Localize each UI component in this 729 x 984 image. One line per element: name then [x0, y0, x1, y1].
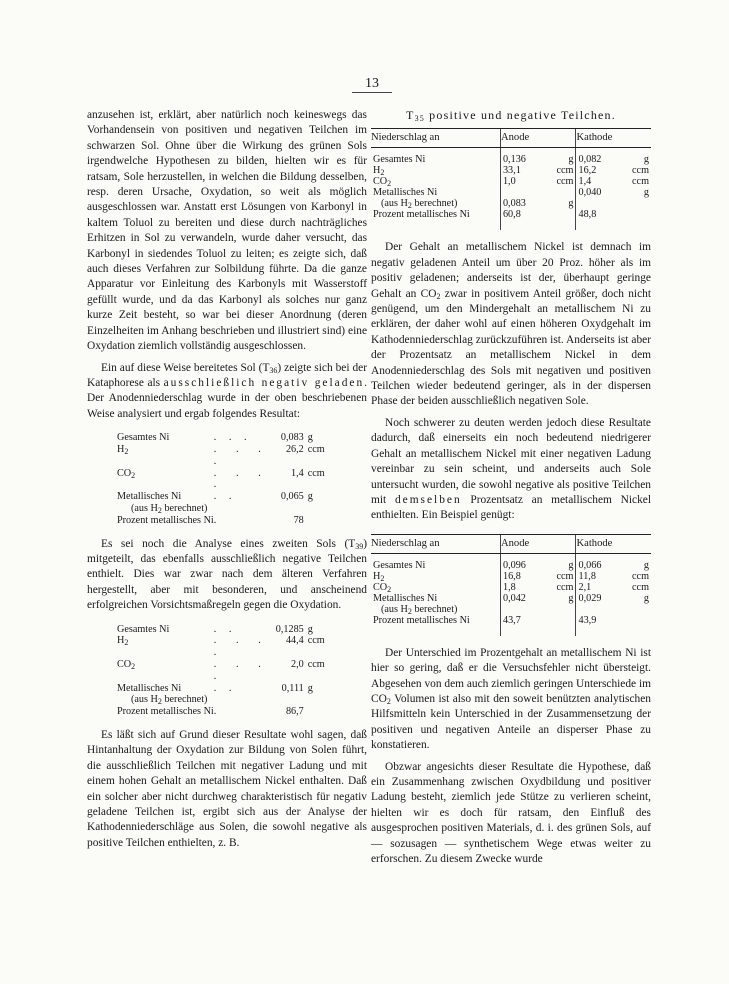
page-number-rule: [352, 92, 392, 93]
paragraph: Ein auf diese Weise bereitetes Sol $(T_{36})$ zeigte sich bei der Kataphorese als ausschließlich negativ geladen. Der Anodenniederschlag wurde in der oben beschriebenen Weise analysiert und ergab folgendes Resultat:: [87, 361, 368, 420]
paragraph: Es läßt sich auf Grund dieser Resultate wohl sagen, daß Hintanhaltung der Oxydation zur Bildung von Solen führt, die ausschließlich Teilchen mit negativer Ladung und mit einem hohen Gehalt an metallischem Nickel enthalten. Daß ein solcher aber nicht durchweg charakteristisch für negativ geladene Teilchen ist, ergibt sich aus der Analyse der Kathodenniederschläge aus Solen, die sowohl negative als positive Teilchen enthielten, z. B.: [87, 728, 367, 849]
table-row: Metallisches Ni 0,042 g 0,029 g: [373, 592, 649, 604]
column-header: Kathode: [576, 129, 651, 148]
table-row: Metallisches Ni 0,040 g: [373, 187, 649, 199]
results-table-1: [371, 128, 651, 230]
table-row: $H_2$ 16,8 ccm 11,8 ccm: [373, 570, 649, 583]
table-row: Prozent metallisches Ni 43,7 43,9: [371, 615, 651, 636]
column-header: Niederschlag an: [371, 129, 500, 148]
table-row: Gesamtes Ni 0,096 g 0,066 g: [371, 553, 651, 571]
analysis-list-2: Gesamtes Ni . . 0,1285 g $H_2$ . . . . 44,4 ccm $CO_2$ . . . . 2,0 ccm Metallisches Ni . . 0,111 g (aus $H_2$ berechnet) Prozent metallisches Ni . 86,7: [117, 623, 325, 718]
table-row: Gesamtes Ni 0,136 g 0,082 g: [371, 148, 651, 166]
paragraph: Noch schwerer zu deuten werden jedoch diese Resultate dadurch, daß einerseits ein noch bedeutend niedrigerer Gehalt an metallischem Nickel mit einer negativen Ladung vereinbar zu sein scheint, und anderseits auch Sole untersucht wurden, die sowohl negative als positive Teilchen mit demselben Prozentsatz an metallischem Nickel enthielten. Ein Beispiel genügt:: [371, 416, 651, 522]
column-header: Anode: [500, 534, 576, 553]
table-row: $H_2$ 33,1 ccm 16,2 ccm: [373, 165, 649, 178]
paragraph: Der Unterschied im Prozentgehalt an metallischem Ni ist hier so gering, daß er die Versuchsfehler nicht übersteigt. Abgesehen von dem auch ziemlich geringen Unterschiede im $CO_2$ Volumen ist also mit den soweit benützten analytischen Hilfsmitteln kein Unterschied in der Zusammensetzung der positiven und negativen Anteile an disperser Phase zu konstatieren.: [371, 646, 651, 752]
table-row: $CO_2$ 1,0 ccm 1,4 ccm: [373, 176, 649, 189]
page-number: 13: [365, 76, 379, 91]
table-row: $CO_2$ 1,8 ccm 2,1 ccm: [373, 581, 649, 594]
table-row: (aus $H_2$ berechnet) 0,083 g: [371, 198, 651, 209]
paragraph: anzusehen ist, erklärt, aber natürlich noch keineswegs das Vorhandensein von positiven und negativen Teilchen im schwarzen Sol. Ohne über die Wirkung des grünen Sols irgendwelche Hypothesen zu bilden, hielten wir es für ratsam, Sole herzustellen, in welchen die Bildung desselben, resp. deren Ursache, Oxydation, so weit als möglich ausgeschlossen war. Anstatt erst Lösungen von Karbonyl in kaltem Toluol zu bereiten und diese durch nachträgliches Erhitzen in Sol zu verwandeln, wurde daher versucht, das Karbonyl in siedendes Toluol zu leiten; es zeigte sich, daß auch dieses Verfahren zur Solbildung führte. Da die ganze Apparatur vor Einleitung des Karbonyls mit Wasserstoff gefüllt wurde, und da das Karbonyl als solches nur ganz kurze Zeit besteht, so war bei dieser Anordnung (deren Einzelheiten im Anhang beschrieben und illustriert sind) eine Oxydation ziemlich vollständig ausgeschlossen.: [87, 109, 367, 353]
column-header: Anode: [500, 129, 576, 148]
paragraph: Der Gehalt an metallischem Nickel ist demnach im negativ geladenen Anteil um über 20 Proz. höher als im positiv geladenen; anderseits ist der, überhaupt geringe Gehalt an $CO_2$ zwar in positivem Anteil größer, doch nicht genügend, um den Mindergehalt an metallischem Ni zu erklären, der daher wohl auf einen höheren Oxydgehalt im Kathodenniederschlag zurückzuführen ist. Anderseits ist aber der Prozentsatz an metallischem Nickel in dem Anodenniederschlag des Sols mit negativen und positiven Teilchen wieder bedeutend geringer, als in der dispersen Phase der beiden ausschließlich negativen Sole.: [371, 241, 651, 408]
column-header: Niederschlag an: [371, 534, 500, 553]
analysis-list-1: Gesamtes Ni . . . 0,083 g $H_2$ . . . . 26,2 ccm $CO_2$ . . . . 1,4 ccm Metallisches Ni . . 0,065 g (aus $H_2$ berechnet) Prozent metallisches Ni . 78: [117, 432, 325, 526]
right-column: [371, 108, 651, 867]
paragraph: Es sei noch die Analyse eines zweiten Sols $(T_{39})$ mitgeteilt, das ebenfalls ausschließlich negative Teilchen enthielt. Dies war zwar nach dem älteren Verfahren hergestellt, aber mit besonderen, und anscheinend erfolgreichen Vorsichtsmaßregeln gegen die Oxydation.: [87, 537, 367, 612]
paragraph: Obzwar angesichts dieser Resultate die Hypothese, daß ein Zusammenhang zwischen Oxydbildung und positiver Ladung besteht, ziemlich jede Stütze zu verlieren scheint, hielten wir es doch für ratsam, den Einfluß des ausgesprochen positiven Materials, d. i. des grünen Sols, auf — sozusagen — synthetischem Wege etwas weiter zu erforschen. Zu diesem Zwecke wurde: [371, 760, 651, 865]
column-header: Kathode: [576, 534, 651, 553]
table-row: (aus $H_2$ berechnet): [371, 604, 651, 615]
left-column: [87, 108, 367, 851]
table-title: $T_{35}$ positive und negative Teilchen.: [406, 108, 616, 123]
results-table-2: [371, 534, 651, 636]
table-row: Prozent metallisches Ni 60,8 48,8: [371, 209, 651, 230]
